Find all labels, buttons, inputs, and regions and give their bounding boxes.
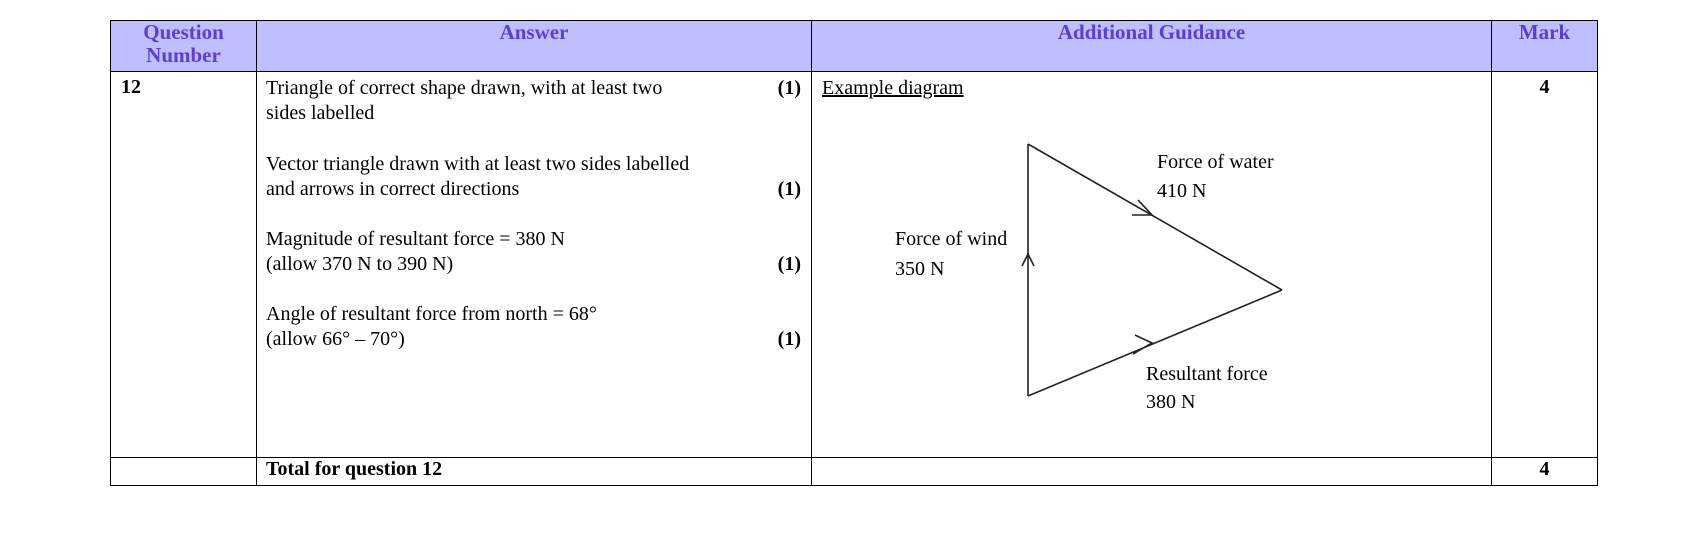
answer-point bbox=[257, 76, 811, 126]
additional-guidance-header: Additional Guidance bbox=[812, 21, 1492, 72]
answer-header: Answer bbox=[257, 21, 812, 72]
wind-force-label: Force of wind bbox=[895, 228, 1008, 250]
vector-triangle-diagram bbox=[812, 72, 1492, 453]
question-number-header-line1: Question bbox=[143, 20, 224, 44]
answer-point-line: Magnitude of resultant force = 380 N bbox=[266, 228, 565, 250]
answer-point-line: Angle of resultant force from north = 68° bbox=[266, 303, 597, 325]
total-mark: 4 bbox=[1492, 458, 1598, 486]
answer-point-mark: (1) bbox=[777, 77, 801, 99]
answer-point-line: (allow 66° – 70°) bbox=[266, 328, 405, 350]
answer-point-text bbox=[266, 227, 765, 277]
resultant-force-label: Resultant force bbox=[1146, 363, 1268, 385]
mark-header: Mark bbox=[1492, 21, 1598, 72]
answer-point-mark: (1) bbox=[777, 328, 801, 350]
answer-point-text bbox=[266, 152, 765, 202]
answer-point-line: Triangle of correct shape drawn, with at least two bbox=[266, 77, 663, 99]
header-row bbox=[111, 21, 1598, 72]
question-number-header-line2: Number bbox=[146, 43, 221, 67]
question-row bbox=[111, 72, 1598, 458]
mark-scheme-table bbox=[110, 20, 1598, 486]
answer-point bbox=[257, 302, 811, 352]
answer-point-line: sides labelled bbox=[266, 102, 375, 124]
total-row bbox=[111, 458, 1598, 486]
direction-arrows bbox=[1022, 200, 1152, 354]
answer-cell bbox=[257, 72, 812, 458]
total-guidance-cell bbox=[812, 458, 1492, 486]
answer-point-line: (allow 370 N to 390 N) bbox=[266, 253, 454, 275]
water-force-label: Force of water bbox=[1157, 151, 1274, 173]
answer-point-line: Vector triangle drawn with at least two sides labelled bbox=[266, 153, 690, 175]
resultant-force-value: 380 N bbox=[1146, 391, 1196, 413]
answer-point-mark: (1) bbox=[777, 253, 801, 275]
water-force-value: 410 N bbox=[1157, 180, 1207, 202]
wind-force-value: 350 N bbox=[895, 258, 945, 280]
answer-point-mark: (1) bbox=[777, 178, 801, 200]
answer-point-text bbox=[266, 76, 765, 126]
total-number-cell bbox=[111, 458, 257, 486]
answer-point-line: and arrows in correct directions bbox=[266, 178, 520, 200]
answer-point-text bbox=[266, 302, 765, 352]
total-label: Total for question 12 bbox=[257, 458, 812, 486]
answer-point bbox=[257, 227, 811, 277]
guidance-cell bbox=[812, 72, 1492, 458]
question-mark: 4 bbox=[1492, 72, 1598, 458]
water-arrow-icon bbox=[1132, 200, 1152, 215]
question-number: 12 bbox=[111, 72, 257, 458]
triangle-sides bbox=[1028, 144, 1282, 396]
answer-point bbox=[257, 152, 811, 202]
question-number-header bbox=[111, 21, 257, 72]
guidance-title: Example diagram bbox=[822, 77, 964, 99]
